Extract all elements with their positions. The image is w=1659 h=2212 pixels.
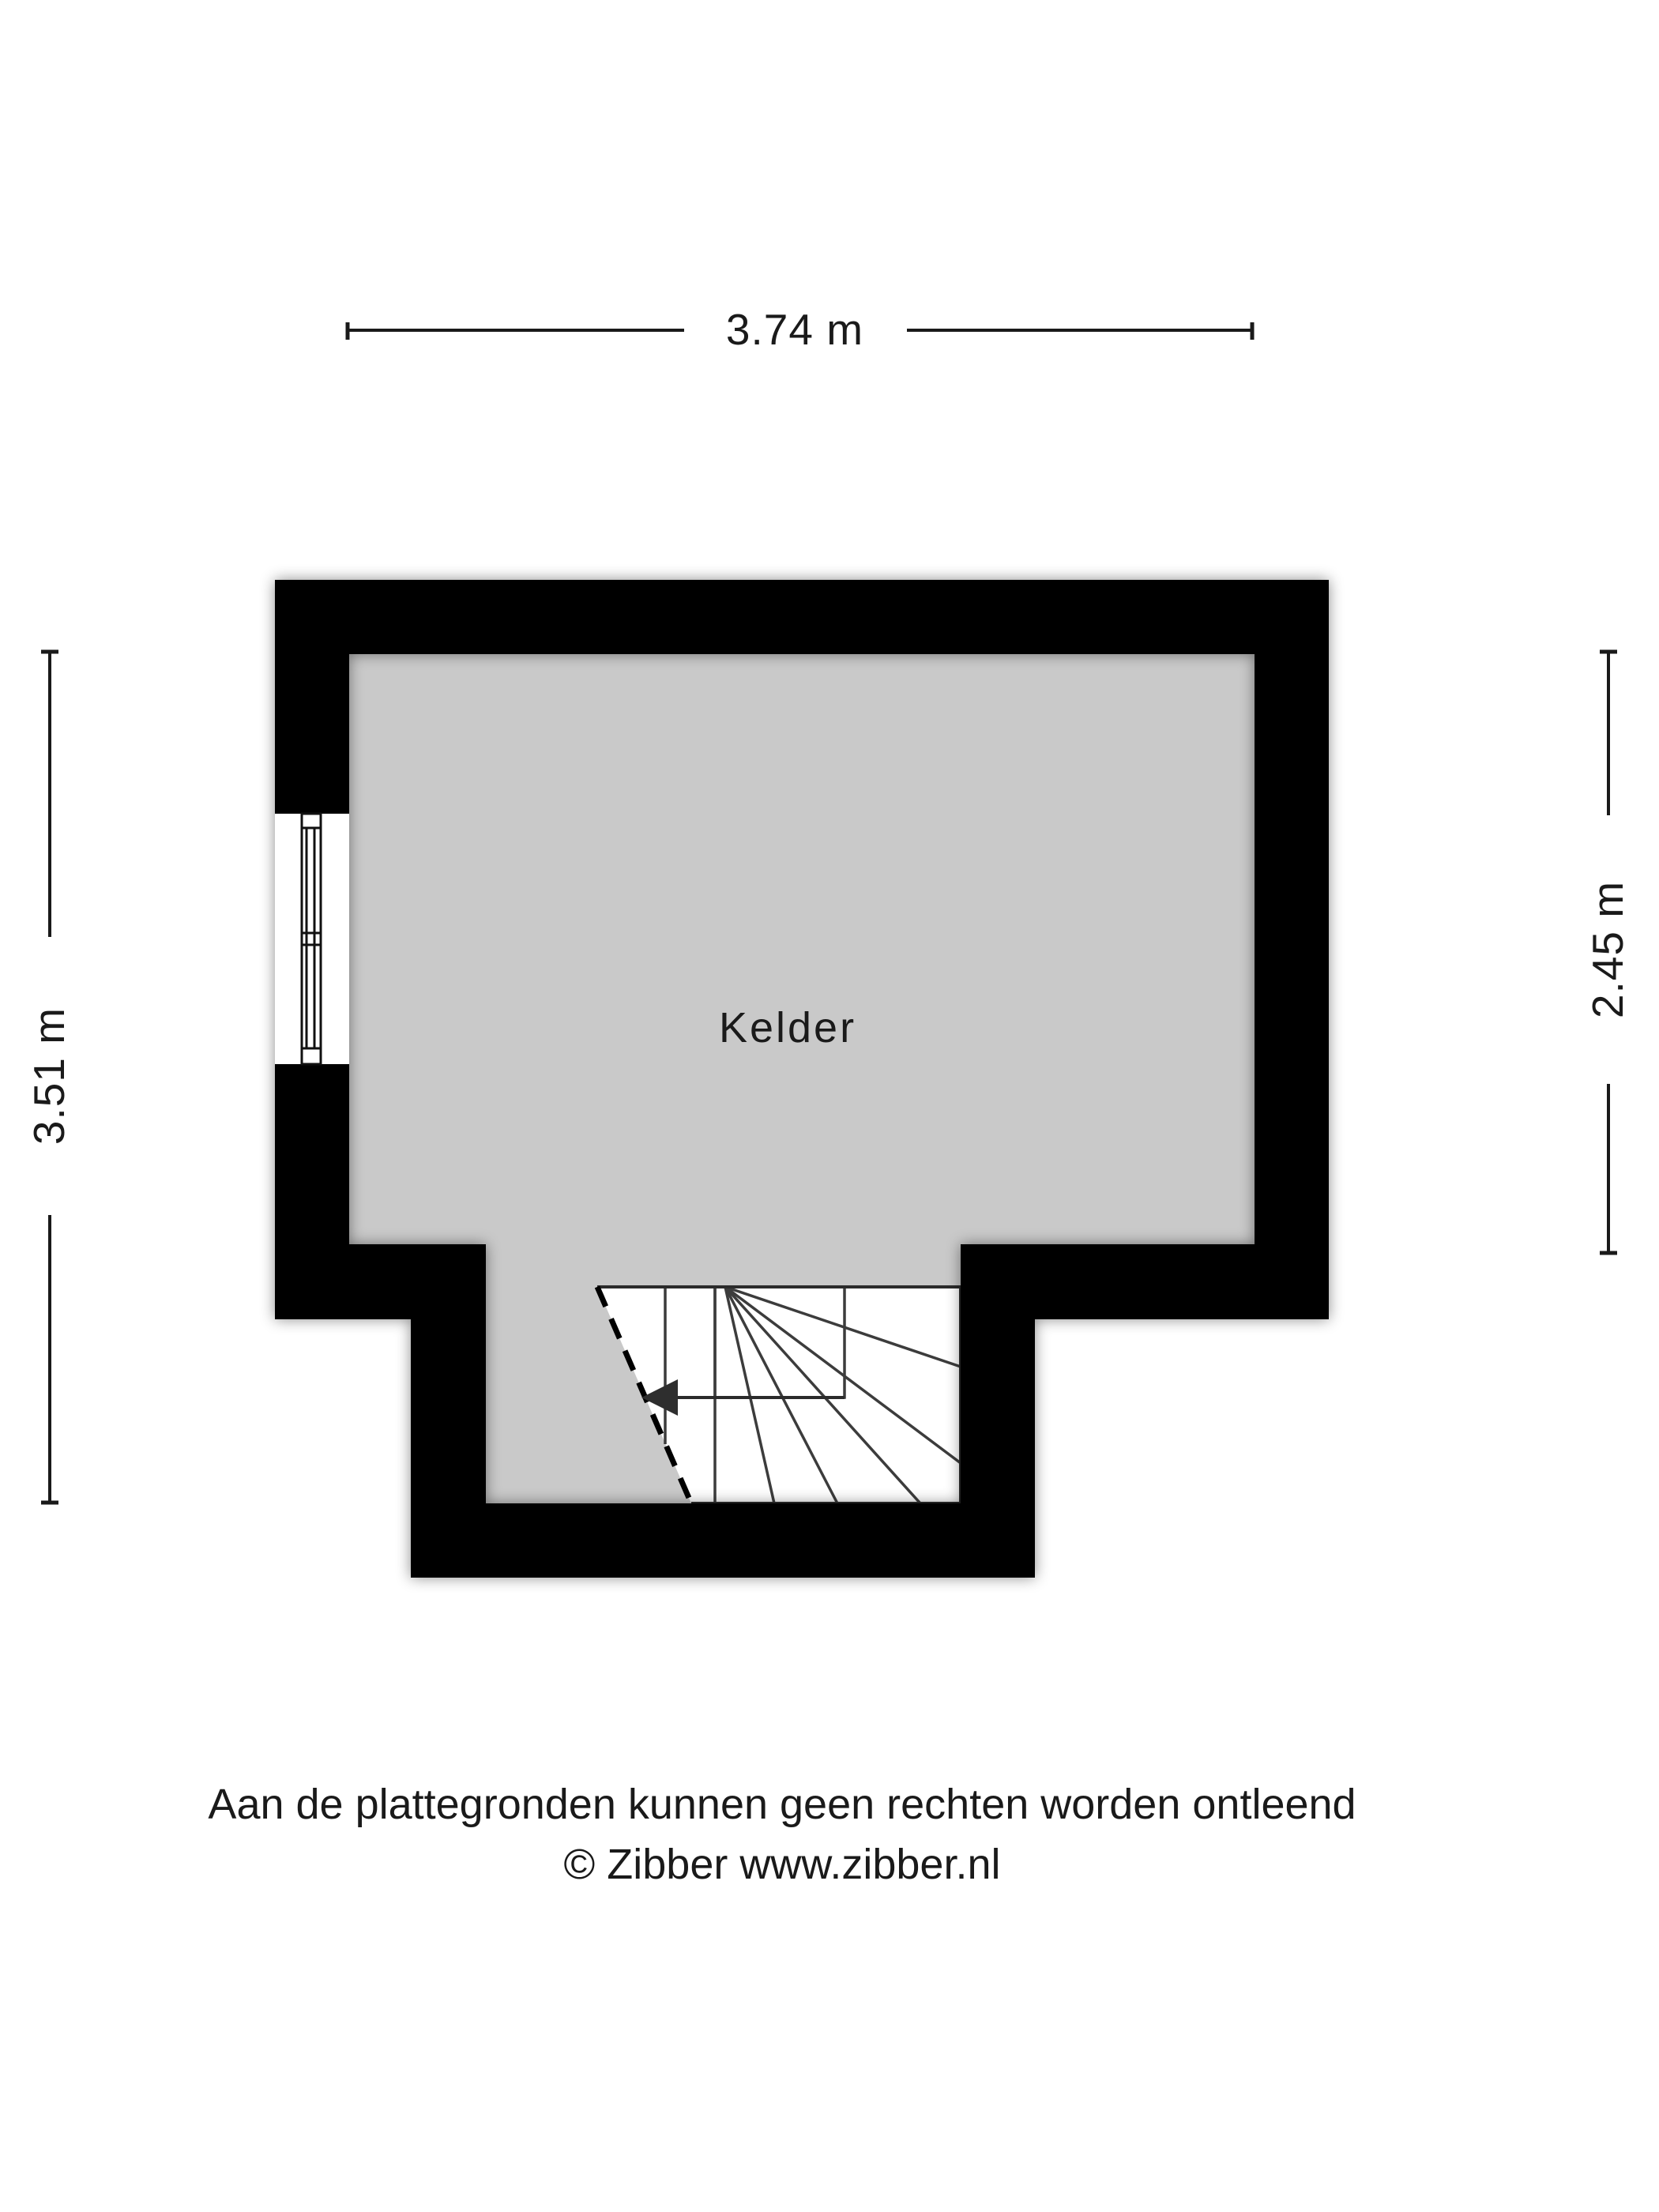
copyright-text: © Zibber www.zibber.nl <box>563 1841 1001 1888</box>
room-label: Kelder <box>718 1004 857 1051</box>
footer <box>208 1774 1356 1894</box>
dimension-label-top: 3.74 m <box>725 305 864 354</box>
dimension-label-right: 2.45 m <box>1583 880 1632 1019</box>
dimension-label-left: 3.51 m <box>24 1006 73 1146</box>
window-icon <box>275 814 349 1064</box>
disclaimer-text: Aan de plattegronden kunnen geen rechten worden ontleend <box>208 1781 1356 1828</box>
